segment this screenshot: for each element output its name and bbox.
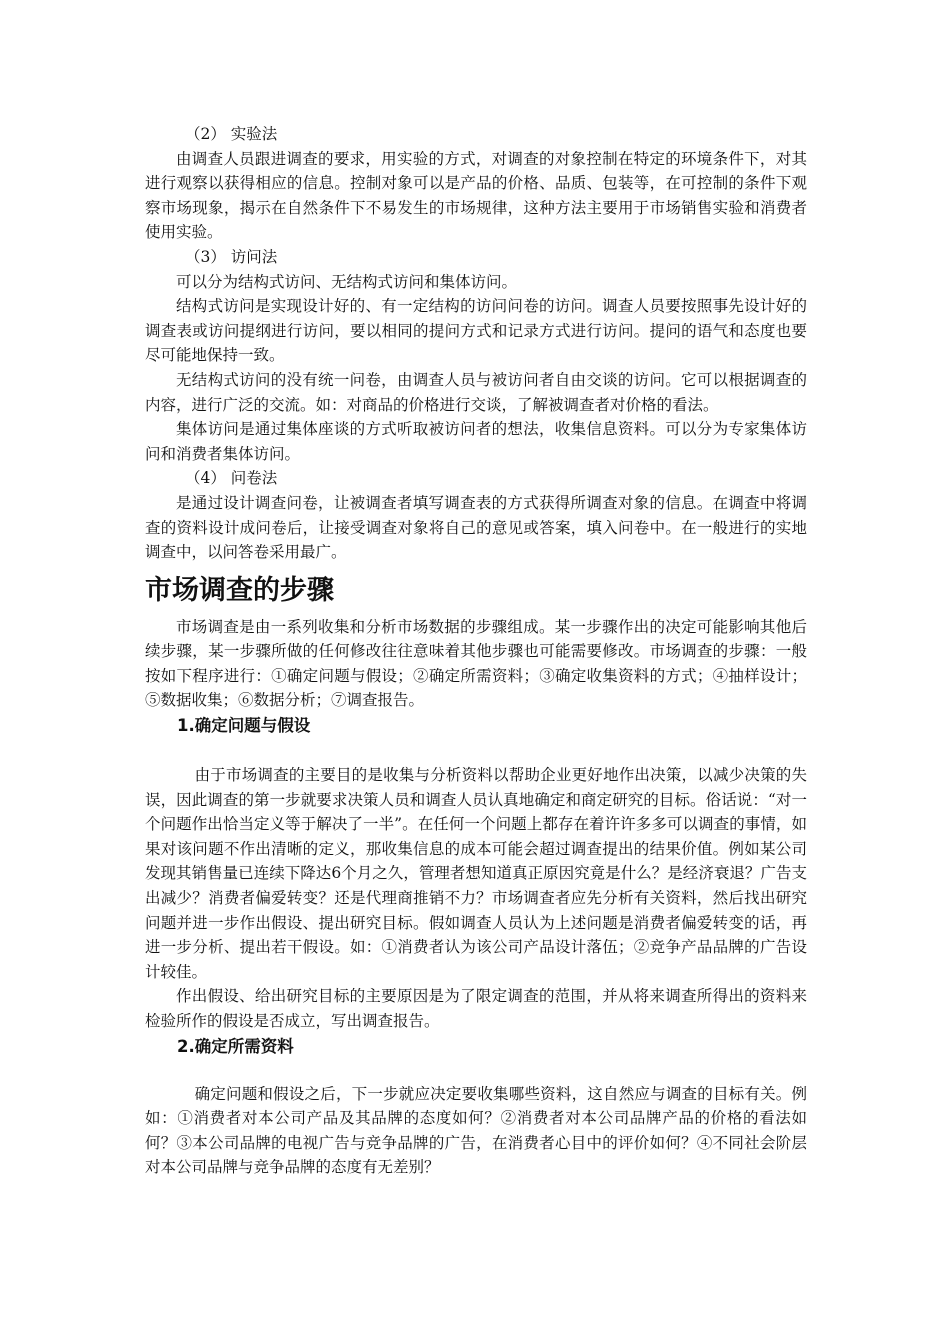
paragraph-structured-interview: 结构式访问是实现设计好的、有一定结构的访问问卷的访问。调查人员要按照事先设计好的调查表或访问提纲进行访问，要以相同的提问方式和记录方式进行访问。提问的语气和态度也要尽可能地保持一致。 (145, 297, 807, 365)
subheading-experiment: （2） 实验法 (185, 125, 278, 143)
section-title-steps: 市场调查的步骤 (145, 574, 334, 606)
step1-heading: 1.确定问题与假设 (177, 716, 311, 736)
spacer (145, 739, 807, 763)
paragraph-step1-purpose: 作出假设、给出研究目标的主要原因是为了限定调查的范围，并从将来调查所得出的资料来检验所作的假设是否成立，写出调查报告。 (145, 987, 807, 1030)
paragraph-interview-types: 可以分为结构式访问、无结构式访问和集体访问。 (176, 272, 518, 291)
paragraph-questionnaire: 是通过设计调查问卷，让被调查者填写调查表的方式获得所调查对象的信息。在调查中将调查的资料设计成问卷后，让接受调查对象将自己的意见或答案，填入问卷中。在一般进行的实地调查中，以问答卷采用最广。 (145, 493, 807, 562)
paragraph-step2-main: 确定问题和假设之后，下一步就应决定要收集哪些资料，这自然应与调查的目标有关。例如：①消费者对本公司产品及其品牌的态度如何？②消费者对本公司品牌产品的价格的看法如何？③本公司品牌的电视广告与竞争品牌的广告，在消费者心目中的评价如何？④不同社会阶层对本公司品牌与竞争品牌的态度有无差别？ (145, 1084, 807, 1177)
subheading-questionnaire: （4） 问卷法 (185, 469, 278, 488)
paragraph-experiment: 由调查人员跟进调查的要求，用实验的方式，对调查的对象控制在特定的环境条件下，对其进行观察以获得相应的信息。控制对象可以是产品的价格、品质、包装等，在可控制的条件下观察市场现象，揭示在自然条件下不易发生的市场规律，这种方法主要用于市场销售实验和消费者使用实验。 (145, 149, 807, 242)
paragraph-unstructured-interview: 无结构式访问的没有统一问卷，由调查人员与被访问者自由交谈的访问。它可以根据调查的内容，进行广泛的交流。如：对商品的价格进行交谈，了解被调查者对价格的看法。 (145, 370, 807, 414)
document-body (145, 122, 807, 1180)
spacer (145, 1060, 807, 1082)
paragraph-step1-main: 由于市场调查的主要目的是收集与分析资料以帮助企业更好地作出决策，以减少决策的失误，因此调查的第一步就要求决策人员和调查人员认真地确定和商定研究的目标。俗话说：“对一个问题作出恰当定义等于解决了一半”。在任何一个问题上都存在着许许多多可以调查的事情，如果对该问题不作出清晰的定义，那收集信息的成本可能会超过调查提出的结果价值。例如某公司发现其销售量已连续下降达6个月之久，管理者想知道真正原因究竟是什么？是经济衰退？广告支出减少？消费者偏爱转变？还是代理商推销不力？市场调查者应先分析有关资料，然后找出研究问题并进一步作出假设、提出研究目标。假如调查人员认为上述问题是消费者偏爱转变的话，再进一步分析、提出若干假设。如：①消费者认为该公司产品设计落伍；②竞争产品品牌的广告设计较佳。 (145, 766, 807, 981)
paragraph-group-interview: 集体访问是通过集体座谈的方式听取被访问者的想法，收集信息资料。可以分为专家集体访问和消费者集体访问。 (145, 420, 807, 463)
step2-heading: 2.确定所需资料 (177, 1036, 294, 1056)
subheading-interview: （3） 访问法 (185, 247, 278, 266)
paragraph-steps-intro: 市场调查是由一系列收集和分析市场数据的步骤组成。某一步骤作出的决定可能影响其他后续步骤，某一步骤所做的任何修改往往意味着其他步骤也可能需要修改。市场调查的步骤：一般按如下程序进行：①确定问题与假设；②确定所需资料；③确定收集资料的方式；④抽样设计；⑤数据收集；⑥数据分析；⑦调查报告。 (145, 617, 807, 710)
